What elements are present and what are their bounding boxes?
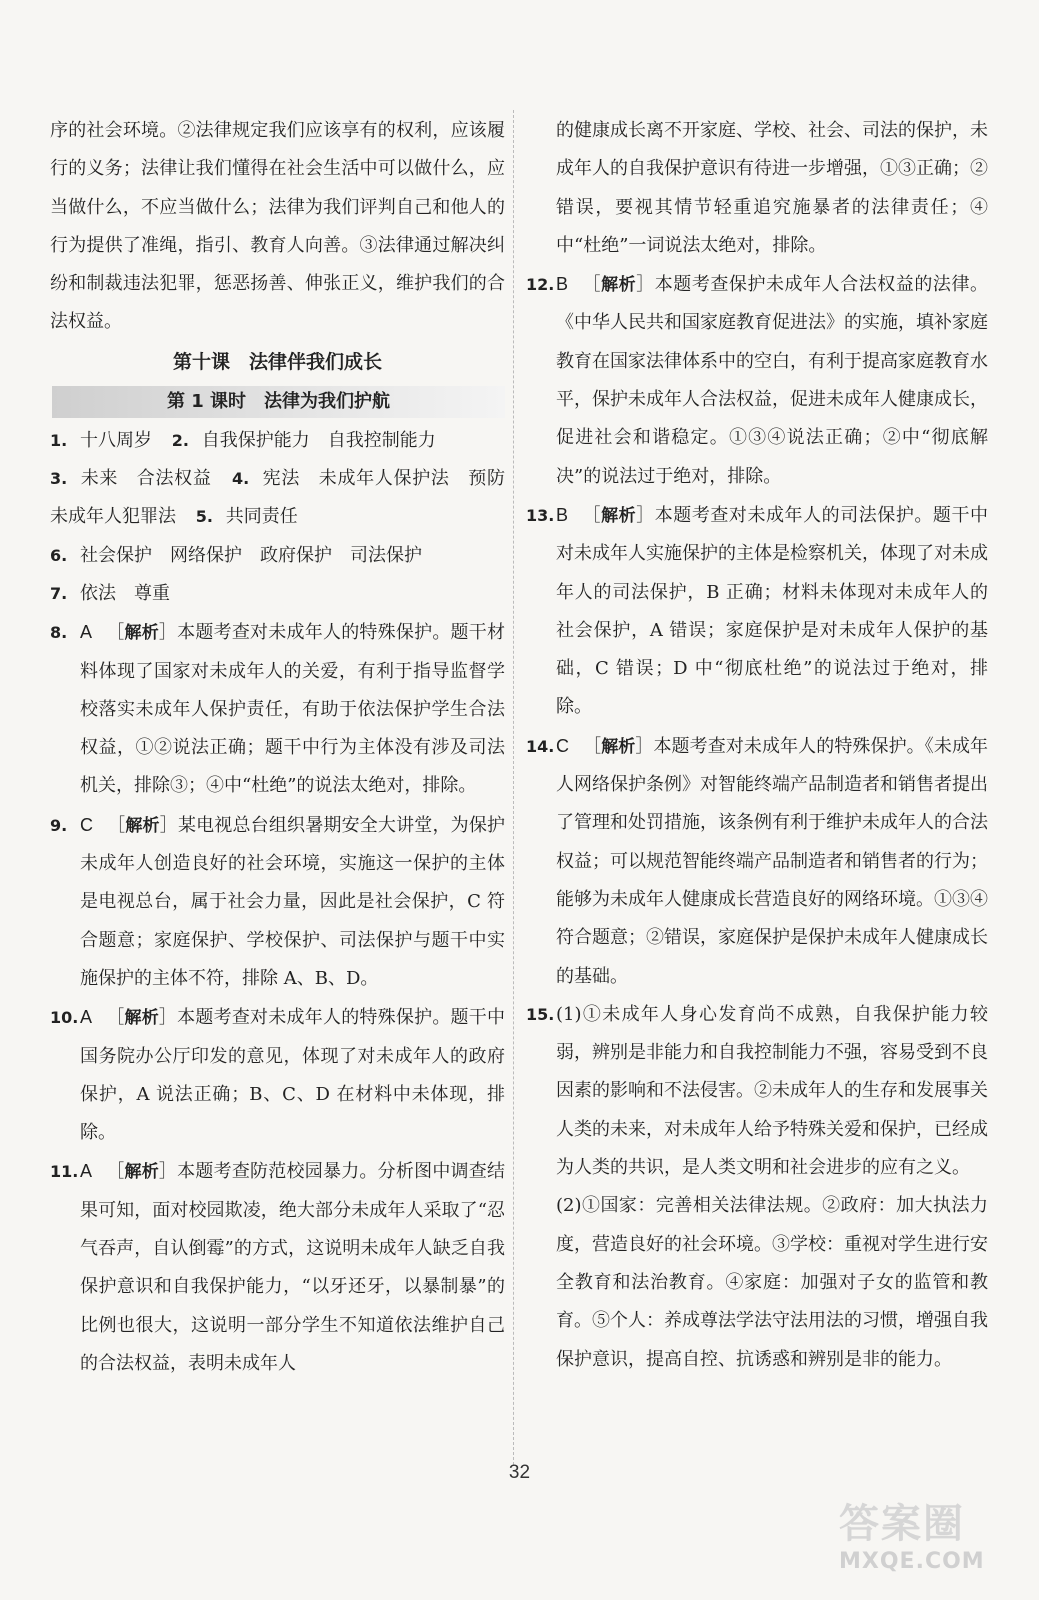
answer-text: 共同责任 (225, 506, 298, 528)
analysis-text: 本题考查对未成年人的特殊保护。题干材料体现了国家对未成年人的关爱，有利于指导监督学校落实未成年人保护责任，有助于依法保护学生合法权益，①②说法正确；题干中行为主体没有涉及司法机关，排除③；④中“杜绝”的说法太绝对，排除。 (80, 622, 506, 797)
question-12 (526, 265, 988, 496)
analysis-text: 某电视总台组织暑期安全大讲堂，为保护未成年人创造良好的社会环境，实施这一保护的主体是电视总台，属于社会力量，因此是社会保护，C 符合题意；家庭保护、学校保护、司法保护与题干中实施保护的主体不符，排除 A、B、D。 (80, 814, 506, 989)
analysis-bracket-close: ］ (159, 814, 178, 836)
question-10 (50, 998, 505, 1152)
item-number: 4. (231, 469, 250, 489)
question-11-continued: 的健康成长离不开家庭、学校、社会、司法的保护，未成年人的自我保护意识有待进一步增强，①③正确；②错误，要视其情节轻重追究施暴者的法律责任；④中“杜绝”一词说法太绝对，排除。 (556, 120, 988, 256)
analysis-bracket-open: ［ (582, 274, 602, 296)
analysis-text: 本题考查对未成年人的司法保护。题干中对未成年人实施保护的主体是检察机关，体现了对未成年人的司法保护，B 正确；材料未体现对未成年人的社会保护，A 错误；家庭保护是对未成年人保护的基础，C 错误；D 中“彻底杜绝”的说法过于绝对，排除。 (556, 504, 989, 718)
analysis-text: 本题考查保护未成年人合法权益的法律。《中华人民共和国家庭教育促进法》的实施，填补家庭教育在国家法律体系中的空白，有利于提高家庭教育水平，保护未成年人合法权益，促进未成年人健康成长，促进社会和谐稳定。①③④说法正确；②中“彻底解决”的说法过于绝对，排除。 (556, 274, 989, 487)
answer-text: 依法 尊重 (80, 582, 170, 604)
question-11 (50, 1152, 505, 1383)
analysis-label: 解析 (125, 815, 160, 836)
analysis-label: 解析 (601, 275, 637, 296)
analysis-text: 本题考查对未成年人的特殊保护。《未成年人网络保护条例》对智能终端产品制造者和销售者提出了管理和处罚措施，该条例有利于维护未成年人的合法权益；可以规范智能终端产品制造者和销售者的行为；能够为未成年人健康成长营造良好的网络环境。①③④符合题意；②错误，家庭保护是保护未成年人健康成长的基础。 (556, 735, 989, 987)
analysis-bracket-open: ［ (583, 735, 602, 757)
left-column (50, 112, 505, 1383)
item-number: 6. (50, 545, 68, 565)
item-number: 10. (50, 1008, 79, 1028)
analysis-bracket-close: ］ (636, 274, 655, 296)
analysis-bracket-open: ［ (106, 1161, 125, 1183)
analysis-bracket-open: ［ (107, 814, 126, 836)
fill-answers-3-5 (50, 460, 505, 537)
answer-letter: A (80, 1007, 93, 1028)
analysis-label: 解析 (124, 623, 159, 644)
watermark-logo: 答案圈 (839, 1501, 965, 1547)
item-number: 13. (526, 505, 555, 525)
analysis-label: 解析 (601, 505, 637, 526)
analysis-label: 解析 (601, 736, 636, 757)
page-number: 32 (508, 1462, 531, 1483)
item-number: 12. (526, 275, 555, 295)
analysis-text: 本题考查防范校园暴力。分析图中调查结果可知，面对校园欺凌，绝大部分未成年人采取了“忍气吞声，自认倒霉”的方式，这说明未成年人缺乏自我保护意识和自我保护能力，“以牙还牙，以暴制暴”的比例也很大，这说明一部分学生不知道依法维护自己的合法权益，表明未成年人 (80, 1161, 506, 1374)
question-8 (50, 613, 505, 805)
analysis-bracket-open: ［ (106, 1007, 125, 1029)
analysis-bracket-close: ］ (636, 504, 655, 526)
watermark-url: MXQE.COM (839, 1549, 985, 1574)
fill-answers-7 (50, 575, 505, 613)
section-title: 第 1 课时 法律为我们护航 (52, 386, 505, 418)
question-15 (526, 996, 988, 1187)
answer-letter: C (556, 735, 569, 756)
item-number: 14. (526, 736, 555, 756)
answer-text: 自我保护能力 自我控制能力 (201, 429, 436, 451)
analysis-bracket-close: ］ (635, 735, 654, 757)
analysis-bracket-open: ［ (106, 622, 125, 644)
item-number: 9. (50, 815, 68, 835)
analysis-bracket-close: ］ (158, 1007, 178, 1029)
answer-text: 十八周岁 (80, 429, 152, 451)
item-number: 2. (171, 430, 189, 450)
analysis-bracket-open: ［ (582, 504, 602, 526)
analysis-label: 解析 (124, 1008, 159, 1029)
answer-part-1: (1)①未成年人身心发育尚不成熟，自我保护能力较弱，辨别是非能力和自我控制能力不强，容易受到不良因素的影响和不法侵害。②未成年人的生存和发展事关人类的未来，对未成年人给予特殊关爱和保护，已经成为人类的共识，是人类文明和社会进步的应有之义。 (556, 1003, 988, 1179)
item-number: 8. (50, 623, 68, 643)
item-number: 15. (526, 1004, 555, 1024)
fill-answers-6 (50, 537, 505, 575)
analysis-text: 本题考查对未成年人的特殊保护。题干中国务院办公厅印发的意见，体现了对未成年人的政府保护，A 说法正确；B、C、D 在材料中未体现，排除。 (80, 1007, 506, 1144)
answer-letter: A (80, 622, 93, 643)
answer-letter: A (80, 1161, 93, 1182)
answer-text: 未来 合法权益 (80, 468, 212, 490)
right-column (526, 112, 988, 1379)
answer-text: 宪法 未成年人保护法 预防未成年人犯罪法 (50, 468, 506, 528)
lesson-title: 第十课 法律伴我们成长 (172, 350, 382, 373)
watermark (839, 1492, 1009, 1572)
item-number: 1. (50, 430, 68, 450)
question-14 (526, 727, 988, 996)
question-13 (526, 496, 988, 727)
item-number: 7. (50, 583, 68, 603)
fill-answers-1-2 (50, 422, 505, 460)
answer-letter: C (80, 814, 93, 835)
item-number: 11. (50, 1162, 79, 1182)
answer-letter: B (556, 274, 569, 295)
intro-paragraph: 序的社会环境。②法律规定我们应该享有的权利，应该履行的义务；法律让我们懂得在社会生活中可以做什么，应当做什么，不应当做什么；法律为我们评判自己和他人的行为提供了准绳，指引、教育人向善。③法律通过解决纠纷和制裁违法犯罪，惩恶扬善、伸张正义，维护我们的合法权益。 (50, 120, 505, 333)
answer-letter: B (556, 504, 569, 525)
answer-text: 社会保护 网络保护 政府保护 司法保护 (80, 544, 422, 566)
column-divider (513, 110, 514, 1465)
item-number: 5. (195, 507, 213, 527)
question-9 (50, 806, 505, 998)
analysis-label: 解析 (124, 1162, 159, 1183)
analysis-bracket-close: ］ (158, 1161, 178, 1183)
item-number: 3. (50, 469, 68, 489)
analysis-bracket-close: ］ (158, 622, 178, 644)
question-15-part-2: (2)①国家：完善相关法律法规。②政府：加大执法力度，营造良好的社会环境。③学校：重视对学生进行安全教育和法治教育。④家庭：加强对子女的监管和教育。⑤个人：养成尊法学法守法用法的习惯，增强自我保护意识，提高自控、抗诱惑和辨别是非的能力。 (556, 1195, 988, 1370)
